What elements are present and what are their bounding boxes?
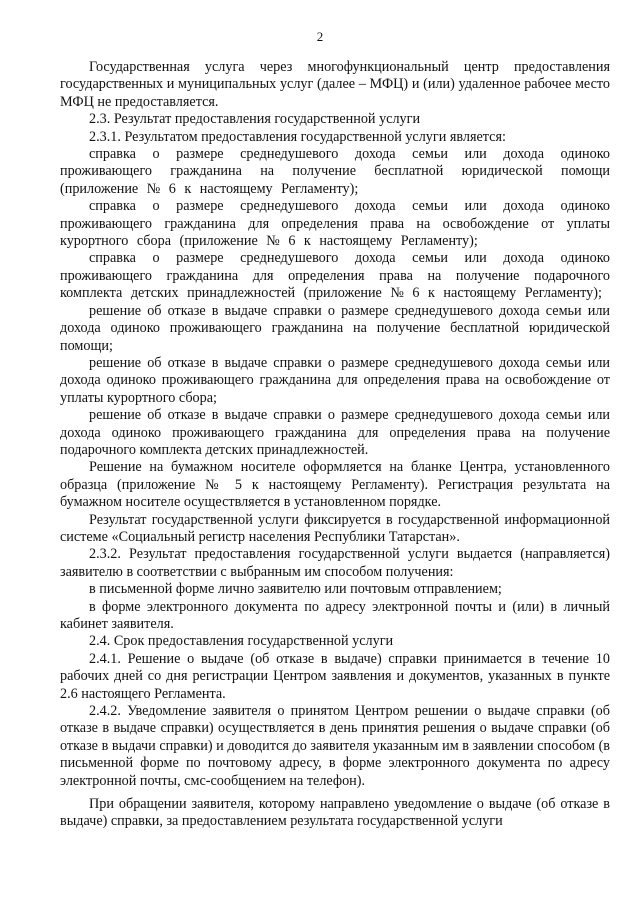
list-item-electronic-form: в форме электронного документа по адресу электронной почты и (или) в личный кабинет заявителя. [60,598,610,632]
paragraph-2-4-1: 2.4.1. Решение о выдаче (об отказе в выдаче) справки принимается в течение 10 рабочих дней со дня регистрации Центром заявления и документов, указанных в пункте 2.6 настоящего Регламента. [60,650,610,702]
section-heading-2-4: 2.4. Срок предоставления государственной услуги [89,633,394,650]
paragraph-2-3-1: 2.3.1. Результатом предоставления государственной услуги является: [89,128,506,145]
list-item-refusal-gift-kit: решение об отказе в выдаче справки о размере среднедушевого дохода семьи или дохода одиноко проживающего гражданина для определения права на получение подарочного комплекта детских принадлежностей. [60,407,610,458]
list-item-paper-form: в письменной форме лично заявителю или почтовым отправлением; [89,581,502,598]
list-item-certificate-legal-aid: справка о размере среднедушевого дохода семьи или дохода одиноко проживающего гражданина на получение бесплатной юридической помощи (приложение № 6 к настоящему Регламенту); [60,146,610,197]
list-item-refusal-legal-aid: решение об отказе в выдаче справки о размере среднедушевого дохода семьи или дохода одиноко проживающего гражданина на получение бесплатной юридической помощи; [60,302,610,354]
page-number: 2 [316,29,324,44]
paragraph-2-3-2: 2.3.2. Результат предоставления государственной услуги выдается (направляется) заявителю в соответствии с выбранным им способом получения: [60,546,610,580]
section-heading-2-3: 2.3. Результат предоставления государственной услуги [89,111,421,128]
paragraph-2-4-2: 2.4.2. Уведомление заявителя о принятом Центром решении о выдаче справки (об отказе в выдаче справки) осуществляется в день принятия решения о выдаче справки (об отказе в выдачи справки) и доводится до заявителя указанным им в заявлении способом (в письменной форме по почтовому адресу, в форме электронного документа по адресу электронной почты, смс-сообщением на телефон). [60,703,610,789]
list-item-certificate-gift-kit: справка о размере среднедушевого дохода семьи или дохода одиноко проживающего гражданина для определения права на получение подарочного комплекта детских принадлежностей (приложение № 6 к настоящему Регламенту); [60,250,610,302]
document-body [60,59,610,831]
paragraph-social-register: Результат государственной услуги фиксируется в государственной информационной системе «Социальный регистр населения Республики Татарстан». [60,511,610,545]
paragraph-mfc-notice: Государственная услуга через многофункциональный центр предоставления государственных и муниципальных услуг (далее – МФЦ) и (или) удаленное рабочее место МФЦ не предоставляется. [60,59,610,110]
paragraph-paper-decision: Решение на бумажном носителе оформляется на бланке Центра, установленного образца (приложение № 5 к настоящему Регламенту). Регистрация результата на бумажном носителе осуществляется в установленном порядке. [60,459,610,511]
paragraph-result-request: При обращении заявителя, которому направлено уведомление о выдаче (об отказе в выдаче) справки, за предоставлением результата государственной услуги [60,796,610,830]
list-item-refusal-resort-fee: решение об отказе в выдаче справки о размере среднедушевого дохода семьи или дохода одиноко проживающего гражданина для определения права на освобождение от уплаты курортного сбора; [60,354,610,406]
list-item-certificate-resort-fee: справка о размере среднедушевого дохода семьи или дохода одиноко проживающего гражданина для определения права на освобождение от уплаты курортного сбора (приложение № 6 к настоящему Регламенту); [60,198,610,250]
